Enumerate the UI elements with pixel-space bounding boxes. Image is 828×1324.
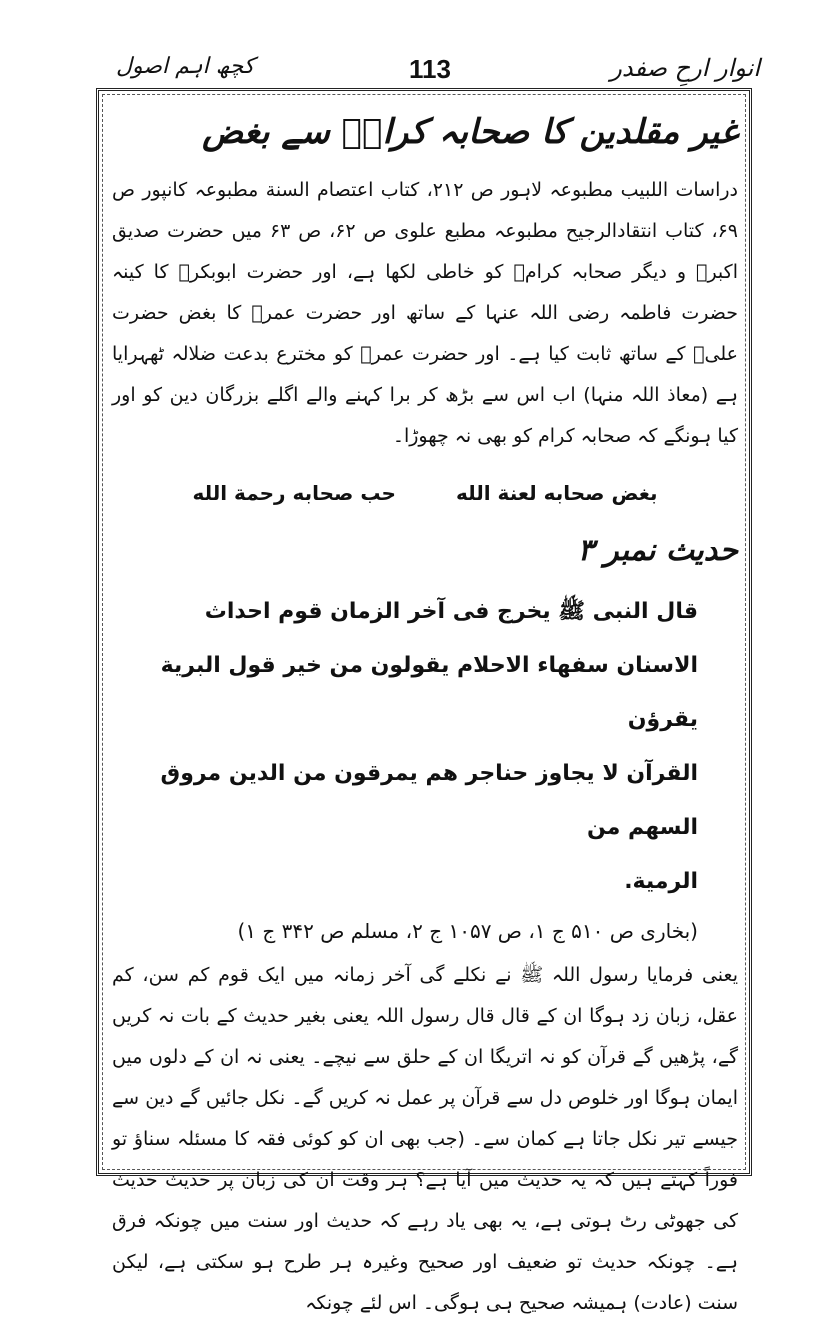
hadith-reference: (بخاری ص ۵۱۰ ج ۱، ص ۱۰۵۷ ج ۲، مسلم ص ۳۴۲ ج ۱) <box>237 919 698 943</box>
hadith-translation: یعنی فرمایا رسول اللہ ﷺ نے نکلے گی آخر زمانہ میں ایک قوم کم سن، کم عقل، زبان زد ہوگا ان کے قال قال رسول اللہ یعنی بغیر حدیث کے بات نہ کریں گے، پڑھیں گے قرآن کو نہ اتریگا ان کے حلق سے نیچے۔ یعنی نہ ان کے دلوں میں ایمان ہوگا اور خلوص دل سے قرآن پر عمل نہ کریں گے۔ نکل جائیں گے دین سے جیسے تیر نکل جاتا ہے کمان سے۔ (جب بھی ان کو کوئی فقہ کا مسئلہ سناؤ تو فوراً کہتے ہیں کہ یہ حدیث میں آیا ہے؟ ہر وقت ان کی زبان پر حدیث حدیث کی جھوٹی رٹ ہوتی ہے، یہ بھی یاد رہے کہ حدیث اور سنت میں چونکہ فرق ہے۔ چونکہ حدیث تو ضعیف اور صحیح وغیرہ ہر طرح ہو سکتی ہے، لیکن سنت (عادت) ہمیشہ صحیح ہی ہوگی۔ اس لئے چونکہ <box>112 964 738 1314</box>
page-body <box>112 106 739 1314</box>
section-heading: غیر مقلدین کا صحابہ کرامؓ سے بغض <box>202 112 738 152</box>
page-number: 113 <box>409 54 451 84</box>
saying-line <box>112 475 738 511</box>
hadith-arabic-line: القرآن لا یجاوز حناجر هم یمرقون من الدین مروق السهم من <box>160 761 698 840</box>
hadith-arabic-line: الرمیة. <box>624 869 698 894</box>
page-header <box>100 50 760 90</box>
saying-left: حب صحابه رحمة الله <box>192 481 396 505</box>
section-paragraph: دراسات اللبیب مطبوعہ لاہور ص ۲۱۲، کتاب اعتصام السنة مطبوعہ کانپور ص ۶۹، کتاب انتقادالرجیح مطبوعہ مطبع علوی ص ۶۲، ص ۶۳ میں حضرت صدیق اکبرؓ و دیگر صحابہ کرامؓ کو خاطی لکھا ہے، اور حضرت ابوبکرؓ کا کینہ حضرت فاطمہ رضی اللہ عنہا کے ساتھ اور حضرت عمرؓ کا بغض حضرت علیؓ کے ساتھ ثابت کیا ہے۔ اور حضرت عمرؓ کو مخترع بدعت ضلالہ ٹھہرایا ہے (معاذ اللہ منہا) اب اس سے بڑھ کر برا کہنے والے اگلے بزرگان دین کو اور کیا ہونگے کہ صحابہ کرام کو بھی نہ چھوڑا۔ <box>112 179 739 447</box>
chapter-title: کچھ اہم اصول <box>116 54 255 79</box>
hadith-heading: حدیث نمبر ۳ <box>577 533 738 568</box>
saying-right: بغض صحابه لعنة الله <box>455 481 658 505</box>
hadith-arabic-line: قال النبی ﷺ یخرج فی آخر الزمان قوم احداث <box>204 599 698 624</box>
book-title: انوار ارحِ صفدر <box>610 54 760 82</box>
hadith-arabic-line: الاسنان سفهاء الاحلام یقولون من خیر قول البریة یقرؤن <box>160 653 698 732</box>
